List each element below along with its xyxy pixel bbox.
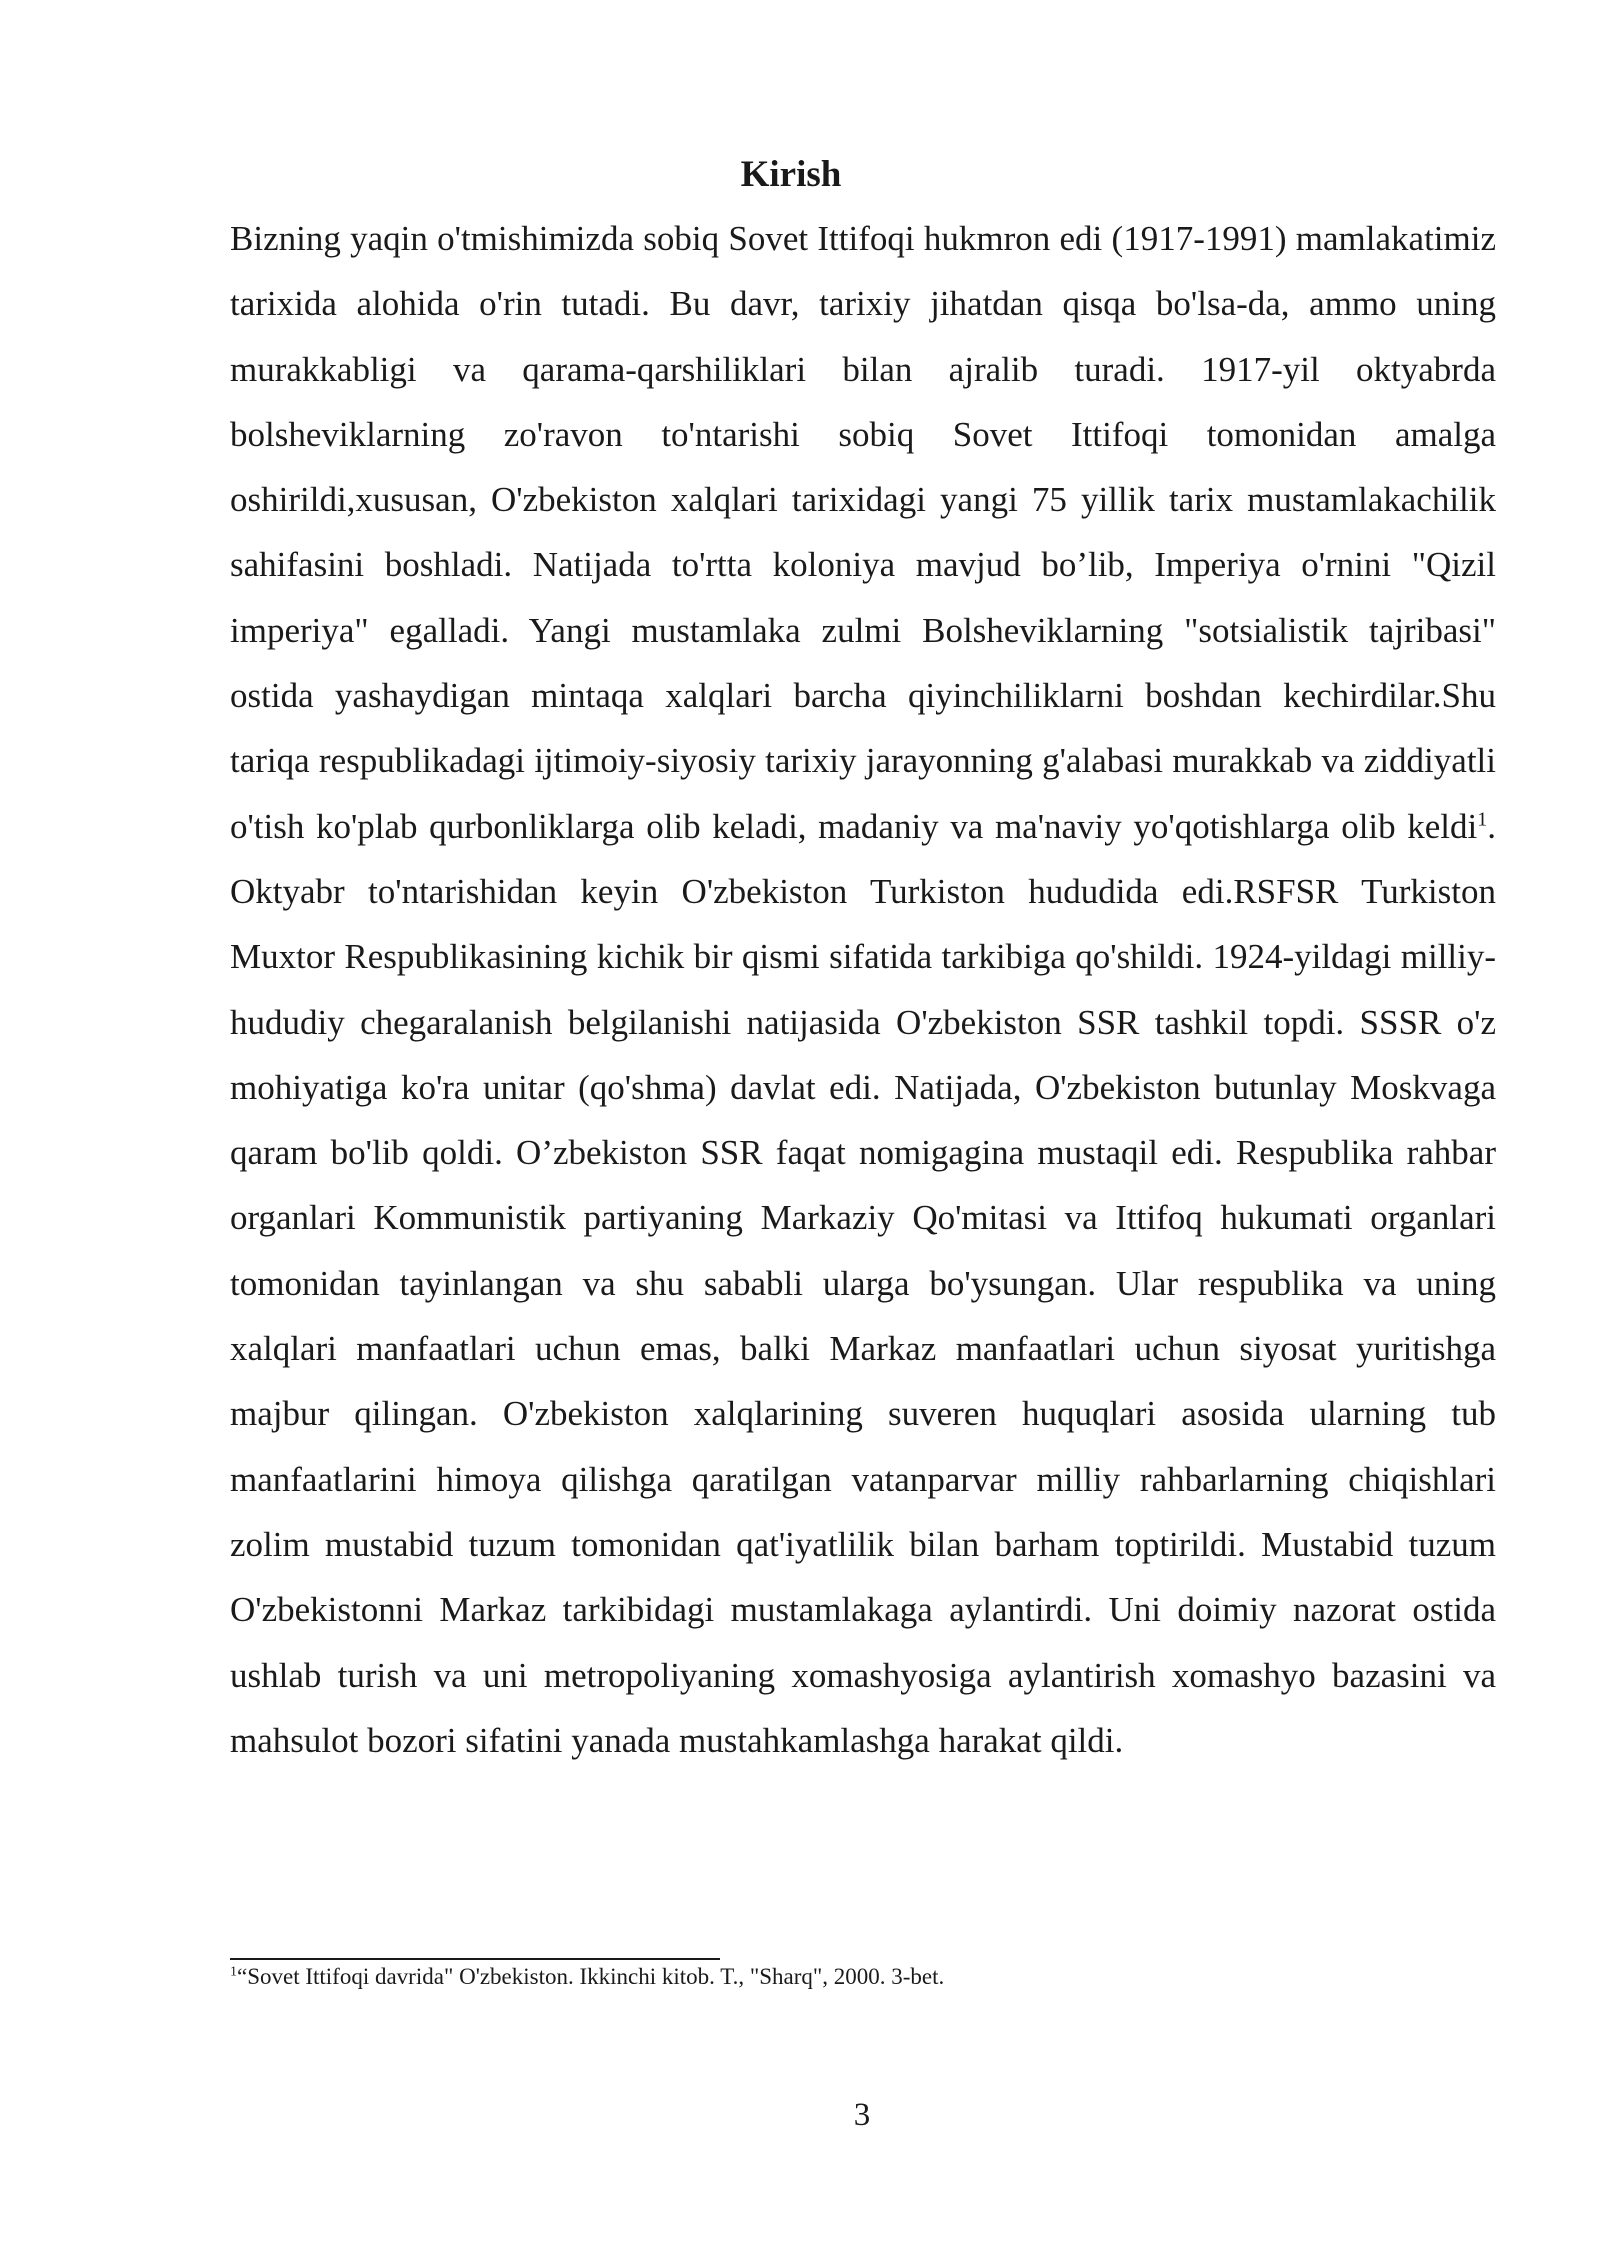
paragraph-text-part2: . Oktyabr to'ntarishidan keyin O'zbekiston Turkiston hududida edi.RSFSR Turkiston Muxtor Respublikasining kichik bir qismi sifatida tarkibiga qo'shildi. 1924-yildagi milliy-hududiy chegaralanish belgilanishi natijasida O'zbekiston SSR tashkil topdi. SSSR o'z mohiyatiga ko'ra unitar (qo'shma) davlat edi. Natijada, O'zbekiston butunlay Moskvaga qaram bo'lib qoldi. O’zbekiston SSR faqat nomigagina mustaqil edi. Respublika rahbar organlari Kommunistik partiyaning Markaziy Qo'mitasi va Ittifoq hukumati organlari tomonidan tayinlangan va shu sababli ularga bo'ysungan. Ular respublika va uning xalqlari manfaatlari uchun emas, balki Markaz manfaatlari uchun siyosat yuritishga majbur qilingan. O'zbekiston xalqlarining suveren huquqlari asosida ularning tub manfaatlarini himoya qilishga qaratilgan vatanparvar milliy rahbarlarning chiqishlari zolim mustabid tuzum tomonidan qat'iyatlilik bilan barham toptirildi. Mustabid tuzum O'zbekistonni Markaz tarkibidagi mustamlakaga aylantirdi. Uni doimiy nazorat ostida ushlab turish va uni metropoliyaning xomashyosiga aylantirish xomashyo bazasini va mahsulot bozori sifatini yanada mustahkamlashga harakat qildi. (230, 806, 1496, 1760)
body-paragraph (230, 206, 1496, 1773)
footnote-reference: 1 (1477, 808, 1488, 831)
footnote-separator (230, 1958, 720, 1960)
paragraph-text-part1: Bizning yaqin o'tmishimizda sobiq Sovet Ittifoqi hukmron edi (1917-1991) mamlakatimiz tarixida alohida o'rin tutadi. Bu davr, tarixiy jihatdan qisqa bo'lsa-da, ammo uning murakkabligi va qarama-qarshiliklari bilan ajralib turadi. 1917-yil oktyabrda bolsheviklarning zo'ravon to'ntarishi sobiq Sovet Ittifoqi tomonidan amalga oshirildi,xususan, O'zbekiston xalqlari tarixidagi yangi 75 yillik tarix mustamlakachilik sahifasini boshladi. Natijada to'rtta koloniya mavjud bo’lib, Imperiya o'rnini "Qizil imperiya" egalladi. Yangi mustamlaka zulmi Bolsheviklarning "sotsialistik tajribasi" ostida yashaydigan mintaqa xalqlari barcha qiyinchiliklarni boshdan kechirdilar.Shu tariqa respublikadagi ijtimoiy-siyosiy tarixiy jarayonning g'alabasi murakkab va ziddiyatli o'tish ko'plab qurbonliklarga olib keladi, madaniy va ma'naviy yo'qotishlarga olib keldi (230, 219, 1496, 846)
footnote (230, 1962, 1496, 1992)
section-title: Kirish (740, 154, 842, 195)
footnote-marker: 1 (230, 1964, 237, 1980)
page-number: 3 (853, 2097, 871, 2133)
footnote-text: “Sovet Ittifoqi davrida" O'zbekiston. Ikkinchi kitob. T., "Sharq", 2000. 3-bet. (237, 1964, 945, 1989)
